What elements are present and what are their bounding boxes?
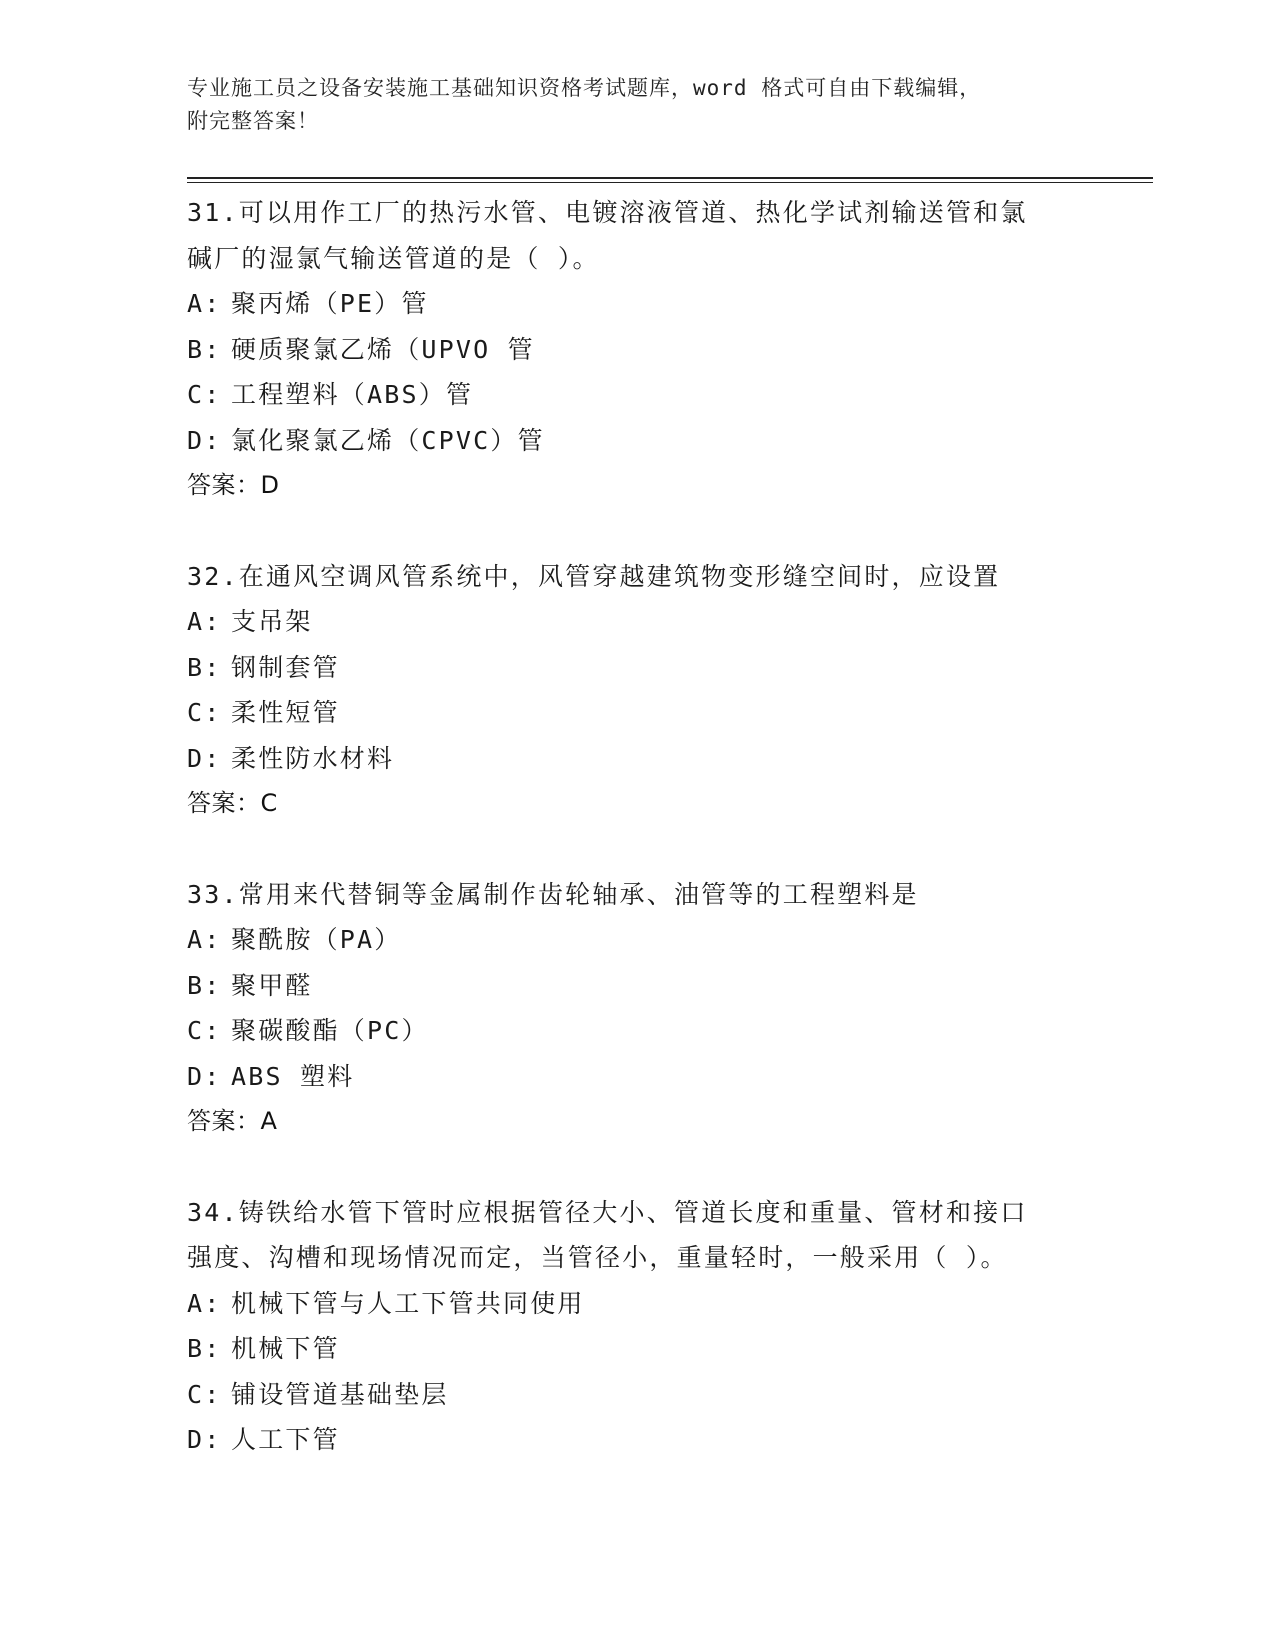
question-31: [187, 190, 1087, 509]
option-text: ABS 塑料: [231, 1061, 355, 1091]
option-key: D:: [187, 425, 222, 455]
option-c: [187, 372, 1087, 418]
option-text: 机械下管与人工下管共同使用: [231, 1288, 585, 1318]
question-33: [187, 872, 1087, 1145]
question-stem-line: 31.可以用作工厂的热污水管、电镀溶液管道、热化学试剂输送管和氯: [187, 198, 1028, 227]
option-text: 柔性防水材料: [231, 743, 395, 773]
option-text: 聚酰胺（PA）: [231, 925, 402, 954]
option-key: A:: [187, 1288, 222, 1318]
question-stem-line: 34.铸铁给水管下管时应根据管径大小、管道长度和重量、管材和接口: [187, 1197, 1028, 1227]
option-text: 人工下管: [231, 1425, 340, 1454]
option-d: [187, 1417, 1087, 1463]
question-list: [187, 190, 1087, 1508]
answer-line: 答案：A: [187, 1107, 278, 1135]
header-line-1: 专业施工员之设备安装施工基础知识资格考试题库，word 格式可自由下载编辑，: [187, 76, 982, 100]
option-key: B:: [187, 970, 222, 1000]
option-key: B:: [187, 334, 222, 364]
option-text: 聚碳酸酯（PC）: [231, 1016, 429, 1045]
option-text: 聚丙烯（PE）管: [231, 289, 429, 318]
option-a: [187, 281, 1087, 327]
option-text: 聚甲醛: [231, 970, 313, 1000]
question-34: [187, 1190, 1087, 1463]
option-text: 铺设管道基础垫层: [231, 1379, 449, 1409]
document-header: [187, 72, 1087, 138]
option-text: 机械下管: [231, 1334, 340, 1363]
header-rule-thin: [187, 182, 1153, 183]
option-c: [187, 690, 1087, 736]
option-b: [187, 963, 1087, 1009]
option-a: [187, 599, 1087, 645]
header-line-2: 附完整答案！: [187, 109, 319, 133]
option-key: C:: [187, 1016, 222, 1045]
option-key: B:: [187, 652, 222, 682]
option-a: [187, 917, 1087, 963]
option-b: [187, 1326, 1087, 1372]
option-key: C:: [187, 1379, 222, 1409]
option-b: [187, 645, 1087, 691]
question-stem-line: 33.常用来代替铜等金属制作齿轮轴承、油管等的工程塑料是: [187, 879, 919, 909]
option-c: [187, 1008, 1087, 1054]
option-d: [187, 418, 1087, 464]
option-b: [187, 327, 1087, 373]
option-key: C:: [187, 698, 222, 727]
question-stem-line: 碱厂的湿氯气输送管道的是（ ）。: [187, 243, 600, 273]
option-text: 氯化聚氯乙烯（CPVC）管: [231, 425, 545, 455]
question-stem-line: 32.在通风空调风管系统中，风管穿越建筑物变形缝空间时，应设置: [187, 561, 1001, 591]
option-text: 硬质聚氯乙烯（UPVO 管: [231, 334, 535, 364]
option-d: [187, 1054, 1087, 1100]
answer-line: 答案：C: [187, 789, 278, 817]
option-key: A:: [187, 925, 222, 954]
question-32: [187, 554, 1087, 827]
answer-line: 答案：D: [187, 471, 280, 499]
option-key: B:: [187, 1334, 222, 1363]
option-key: D:: [187, 1061, 222, 1091]
option-key: C:: [187, 380, 222, 409]
option-text: 钢制套管: [231, 652, 340, 682]
option-key: A:: [187, 607, 222, 636]
option-text: 柔性短管: [231, 698, 340, 727]
option-key: D:: [187, 1425, 222, 1454]
header-rule-thick: [187, 177, 1153, 179]
option-c: [187, 1372, 1087, 1418]
option-text: 工程塑料（ABS）管: [231, 380, 474, 409]
option-text: 支吊架: [231, 607, 313, 636]
option-key: A:: [187, 289, 222, 318]
question-stem-line: 强度、沟槽和现场情况而定，当管径小，重量轻时，一般采用（ ）。: [187, 1243, 1008, 1272]
option-key: D:: [187, 743, 222, 773]
option-d: [187, 736, 1087, 782]
option-a: [187, 1281, 1087, 1327]
